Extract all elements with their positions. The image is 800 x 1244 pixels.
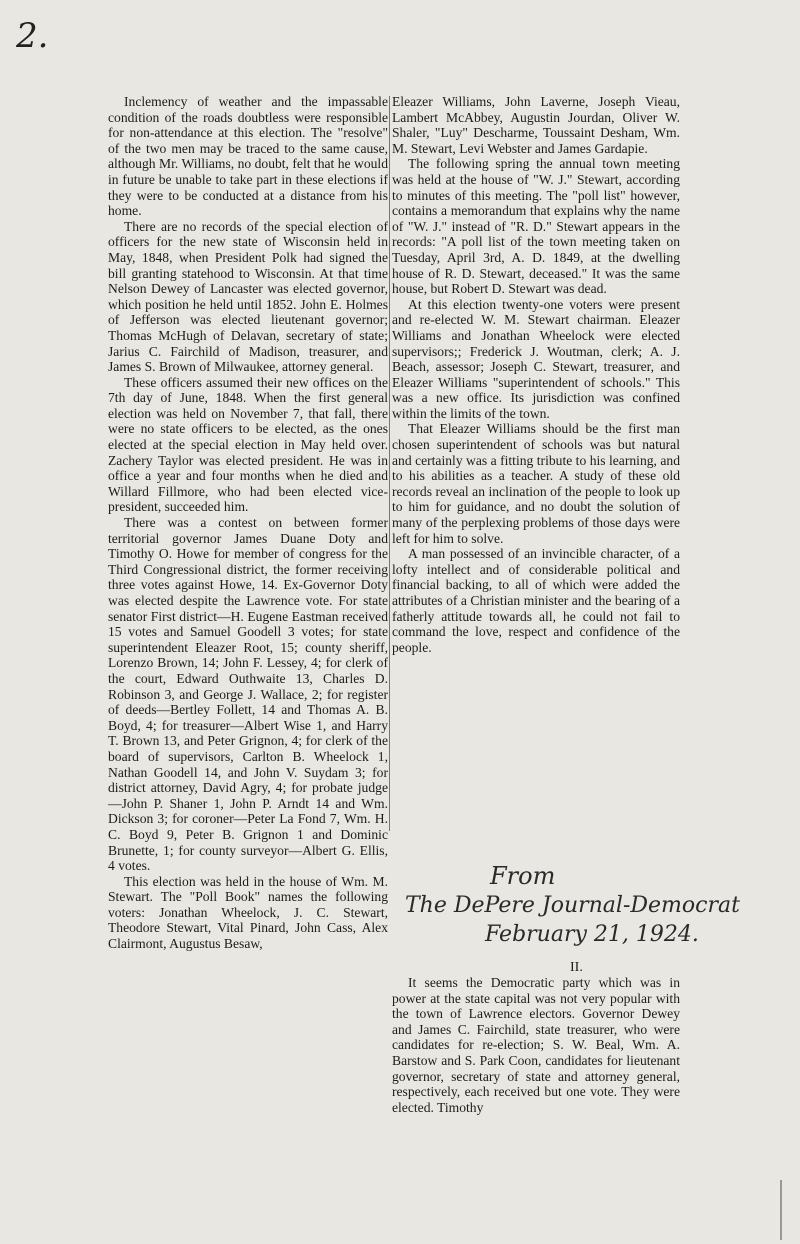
right-column-section-2	[392, 975, 680, 1115]
paragraph: There was a contest on between former territorial governor James Duane Doty and Timothy O. Howe for member of congress for the Third Congressional district, the former receiving three votes against Howe, 14. Ex-Governor Doty was elected despite the Lawrence vote. For state senator First district—H. Eugene Eastman received 15 votes and Samuel Goodell 3 votes; for state superintendent Eleazer Root, 15; county sheriff, Lorenzo Brown, 14; John F. Lessey, 4; for clerk of the court, Edward Outhwaite 13, Charles D. Robinson 3, and George J. Wallace, 2; for register of deeds—Bertley Follett, 14 and Thomas A. B. Boyd, 4; for treasurer—Albert Wise 1, and Harry T. Brown 13, and Peter Grignon, 4; for clerk of the board of supervisors, Carlton B. Wheelock 1, Nathan Goodell 14, and John V. Suydam 3; for district attorney, David Agry, 4; for probate judge —John P. Shaner 1, John P. Arndt 14 and Wm. Dickson 3; for coroner—Peter La Fond 7, Wm. H. C. Boyd 9, Peter B. Grignon 1 and Dominic Brunette, 1; for county surveyor—Albert G. Ellis, 4 votes.	[108, 515, 388, 874]
paragraph: There are no records of the special election of officers for the new state of Wisconsin held in May, 1848, when President Polk had signed the bill granting statehood to Wisconsin. At that time Nelson Dewey of Lancaster was elected governor, which position he held until 1852. John E. Holmes of Jefferson was elected lieutenant governor; Thomas McHugh of Delavan, secretary of state; Jarius C. Fairchild of Madison, treasurer, and James S. Brown of Milwaukee, attorney general.	[108, 218, 388, 375]
paragraph: Eleazer Williams, John Laverne, Joseph Vieau, Lambert McAbbey, Augustin Jourdan, Oliver W. Shaler, "Luy" Descharme, Toussaint Desham, Wm. M. Stewart, Levi Webster and James Gardapie.	[392, 94, 680, 156]
paragraph: Inclemency of weather and the impassable condition of the roads doubtless were responsible for non-attendance at this election. The "resolve" of the two men may be traced to the same cause, although Mr. Williams, no doubt, felt that he would in future be unable to take part in these elections if they were to be conducted at a distance from his home.	[108, 94, 388, 219]
paragraph: These officers assumed their new offices on the 7th day of June, 1848. When the first general election was held on November 7, that fall, there were no state officers to be elected, as the ones elected at the special election in May held over. Zachery Taylor was elected president. He was in office a year and four months when he died and Willard Fillmore, who had been elected vice-president, succeeded him.	[108, 374, 388, 515]
right-column	[392, 94, 680, 655]
column-divider	[389, 96, 390, 831]
paragraph: At this election twenty-one voters were present and re-elected W. M. Stewart chairman. Eleazer Williams and Jonathan Wheelock were elected supervisors;; Frederick J. Woutman, clerk; A. J. Beach, assessor; Joseph C. Stewart, treasurer, and Eleazer Williams "superintendent of schools." This was a new office. Its jurisdiction was confined within the limits of the town.	[392, 296, 680, 421]
page-number: 2.	[16, 16, 49, 56]
left-column	[108, 94, 388, 952]
handwritten-source: The DePere Journal-Democrat	[405, 893, 740, 918]
paragraph: This election was held in the house of Wm. M. Stewart. The "Poll Book" names the following voters: Jonathan Wheelock, J. C. Stewart, Theodore Stewart, Vital Pinard, John Cass, Alex Clairmont, Augustus Besaw,	[108, 873, 388, 952]
handwritten-date: February 21, 1924.	[485, 922, 699, 947]
scan-edge-mark	[780, 1180, 782, 1240]
paragraph: A man possessed of an invincible character, of a lofty intellect and of considerable political and financial backing, to all of which were added the attributes of a Christian minister and the bearing of a fatherly attitude towards all, he could not fail to command the love, respect and confidence of the people.	[392, 546, 680, 655]
handwritten-from: From	[490, 862, 556, 890]
paragraph: The following spring the annual town meeting was held at the house of "W. J." Stewart, according to minutes of this meeting. The "poll list" however, contains a memorandum that explains why the name of "W. J." instead of "R. D." Stewart appears in the records: "A poll list of the town meeting taken on Tuesday, April 3rd, A. D. 1849, at the dwelling house of R. D. Stewart, deceased." It was the same house, but Robert D. Stewart was dead.	[392, 156, 680, 297]
paragraph: That Eleazer Williams should be the first man chosen superintendent of schools was but natural and certainly was a fitting tribute to his learning, and to his abilities as a teacher. A study of these old records reveal an inclination of the people to look up to him for guidance, and no doubt the solution of many of the perplexing problems of those days were left for him to solve.	[392, 421, 680, 546]
section-heading: II.	[570, 960, 583, 975]
paragraph: It seems the Democratic party which was in power at the state capital was not very popular with the town of Lawrence electors. Governor Dewey and James C. Fairchild, state treasurer, who were candidates for re-election; S. W. Beal, Wm. A. Barstow and S. Park Coon, candidates for lieutenant governor, secretary of state and attorney general, respectively, each received but one vote. They were elected. Timothy	[392, 975, 680, 1115]
